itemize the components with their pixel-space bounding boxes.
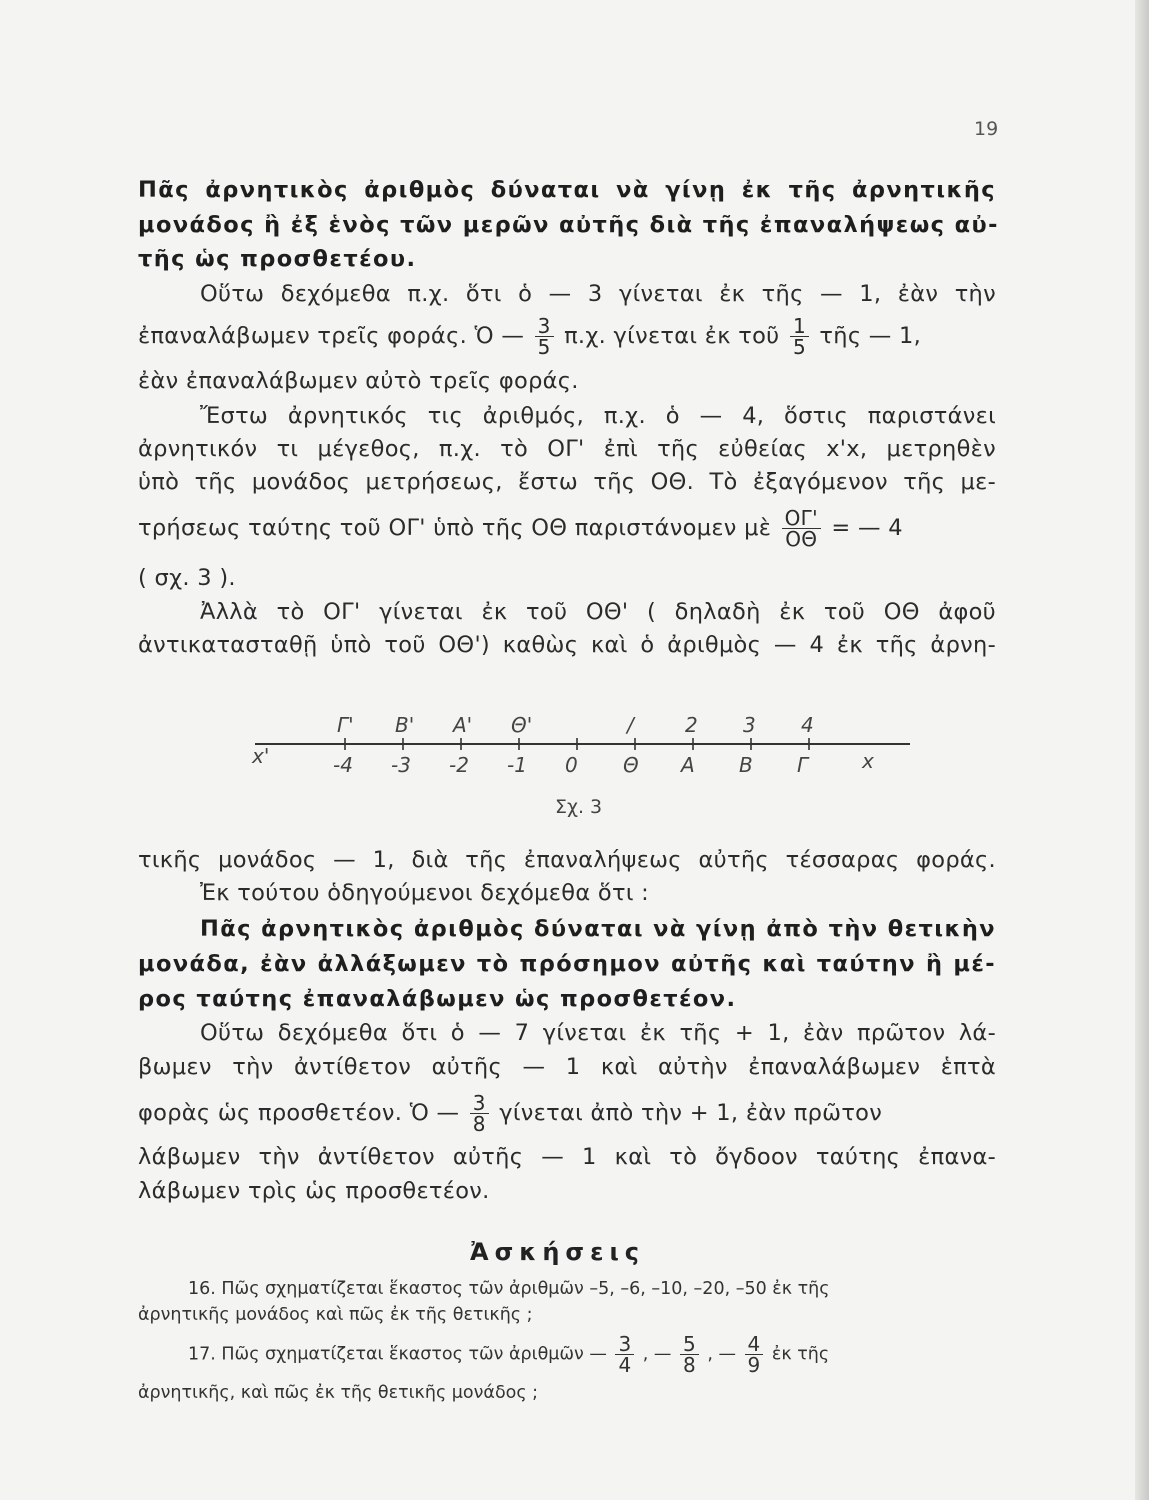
tick-top-label: 4 xyxy=(801,713,814,737)
fraction xyxy=(745,1334,764,1375)
text-run: ἐπαναλάβωμεν τρεῖς φοράς. Ὁ — xyxy=(138,323,525,349)
tick-bottom-label: Θ xyxy=(623,753,639,777)
fraction xyxy=(535,316,554,357)
theorem-line: μονάδα, ἐὰν ἀλλάξωμεν τὸ πρόσημον αὐτῆς καὶ ταύτην ἢ μέ- xyxy=(138,951,996,977)
text-run: τρήσεως ταύτης τοῦ ΟΓ' ὑπὸ τῆς ΟΘ παριστάνομεν μὲ xyxy=(138,515,772,541)
fraction-denominator: 8 xyxy=(470,1113,489,1134)
text-line xyxy=(138,1093,996,1134)
fraction-numerator: ΟΓ' xyxy=(784,506,818,530)
tick-bottom-label: Β xyxy=(739,753,753,777)
text-line: Οὕτω δεχόμεθα π.χ. ὅτι ὁ — 3 γίνεται ἐκ τῆς — 1, ἐὰν τὴν xyxy=(200,281,996,307)
text-run: = — 4 xyxy=(831,515,903,541)
tick-bottom-label: -3 xyxy=(391,753,411,777)
text-line: ἀντικατασταθῇ ὑπὸ τοῦ ΟΘ') καθὼς καὶ ὁ ἀριθμὸς — 4 ἐκ τῆς ἀρνη- xyxy=(138,632,996,658)
text-run: , — xyxy=(642,1344,672,1365)
text-line: ( σχ. 3 ). xyxy=(138,565,236,591)
text-line: ἐὰν ἐπαναλάβωμεν αὐτὸ τρεῖς φοράς. xyxy=(138,368,579,394)
number-line-figure xyxy=(250,708,930,788)
tick-bottom-label: -4 xyxy=(333,753,353,777)
fraction-numerator: 5 xyxy=(683,1332,696,1356)
fraction xyxy=(790,316,809,357)
tick-bottom-label: 0 xyxy=(565,753,578,777)
tick-top-label: / xyxy=(627,713,634,737)
tick-top-label: Θ' xyxy=(511,713,533,737)
exercise-16-line: 16. Πῶς σχηματίζεται ἕκαστος τῶν ἀριθμῶν –5, –6, –10, –20, –50 ἐκ τῆς xyxy=(188,1279,830,1299)
tick-top-label: Α' xyxy=(453,713,473,737)
fraction-denominator: 9 xyxy=(745,1354,764,1375)
tick-bottom-label: Γ xyxy=(797,753,809,777)
text-run: 17. Πῶς σχηματίζεται ἕκαστος τῶν ἀριθμῶν — xyxy=(188,1344,607,1365)
text-line: Ἔστω ἀρνητικός τις ἀριθμός, π.χ. ὁ — 4, ὅστις παριστάνει xyxy=(200,403,996,429)
text-line: λάβωμεν τὴν ἀντίθετον αὐτῆς — 1 καὶ τὸ ὄγδοον ταύτης ἐπανα- xyxy=(138,1144,996,1170)
text-run: π.χ. γίνεται ἐκ τοῦ xyxy=(564,323,780,349)
text-line: Ἀλλὰ τὸ ΟΓ' γίνεται ἐκ τοῦ ΟΘ' ( δηλαδὴ ἐκ τοῦ ΟΘ ἀφοῦ xyxy=(200,599,996,625)
page-edge xyxy=(1135,0,1149,1500)
fraction-numerator: 4 xyxy=(747,1332,761,1356)
fraction-numerator: 3 xyxy=(537,314,551,338)
text-line xyxy=(138,508,996,549)
exercises-heading: Ἀσκήσεις xyxy=(470,1238,646,1266)
text-line: Οὕτω δεχόμεθα ὅτι ὁ — 7 γίνεται ἐκ τῆς + 1, ἐὰν πρῶτον λά- xyxy=(200,1020,996,1046)
text-run: γίνεται ἀπὸ τὴν + 1, ἐὰν πρῶτον xyxy=(499,1100,883,1126)
figure-caption: Σχ. 3 xyxy=(555,796,603,818)
text-line: βωμεν τὴν ἀντίθετον αὐτῆς — 1 καὶ αὐτὴν ἐπαναλάβωμεν ἑπτὰ xyxy=(138,1054,996,1080)
text-run: τῆς — 1, xyxy=(819,323,922,349)
fraction-denominator: 4 xyxy=(615,1354,634,1375)
fraction-numerator: 3 xyxy=(472,1091,486,1115)
tick-top-label: 3 xyxy=(743,713,756,737)
fraction-denominator: 5 xyxy=(790,336,809,357)
text-line xyxy=(138,316,996,357)
text-run: , — xyxy=(707,1344,736,1365)
fraction-denominator: 5 xyxy=(535,336,554,357)
tick-top-label: Γ' xyxy=(337,713,354,737)
fraction xyxy=(680,1334,699,1375)
fraction-denominator: 8 xyxy=(680,1354,699,1375)
text-line: λάβωμεν τρὶς ὡς προσθετέον. xyxy=(138,1178,490,1204)
theorem-line: μονάδος ἢ ἐξ ἑνὸς τῶν μερῶν αὐτῆς διὰ τῆς ἐπαναλήψεως αὐ- xyxy=(138,212,999,238)
text-run: ἐκ τῆς xyxy=(771,1344,830,1365)
axis-label-left: x' xyxy=(252,744,270,768)
tick-bottom-label: Α xyxy=(681,753,695,777)
exercise-17-line: ἀρνητικῆς, καὶ πῶς ἐκ τῆς θετικῆς μονάδος ; xyxy=(138,1383,539,1403)
fraction-denominator: ΟΘ xyxy=(782,528,821,549)
exercise-17-line xyxy=(188,1334,1046,1375)
text-line: τικῆς μονάδος — 1, διὰ τῆς ἐπαναλήψεως αὐτῆς τέσσαρας φοράς. xyxy=(138,847,996,873)
fraction-numerator: 1 xyxy=(792,314,806,338)
fraction xyxy=(470,1093,489,1134)
page-number: 19 xyxy=(974,118,999,140)
tick-top-label: Β' xyxy=(395,713,415,737)
tick-bottom-label: -1 xyxy=(507,753,527,777)
theorem-line: Πᾶς ἀρνητικὸς ἀριθμὸς δύναται νὰ γίνῃ ἀπὸ τὴν θετικὴν xyxy=(200,916,996,942)
fraction xyxy=(615,1334,634,1375)
exercise-16-line: ἀρνητικῆς μονάδος καὶ πῶς ἐκ τῆς θετικῆς ; xyxy=(138,1305,533,1325)
fraction xyxy=(782,508,821,549)
text-run: φορὰς ὡς προσθετέον. Ὁ — xyxy=(138,1100,460,1126)
theorem-line: τῆς ὡς προσθετέου. xyxy=(138,246,417,272)
text-line: ἀρνητικόν τι μέγεθος, π.χ. τὸ ΟΓ' ἐπὶ τῆς εὐθείας x'x, μετρηθὲν xyxy=(138,436,996,462)
text-line: ὑπὸ τῆς μονάδος μετρήσεως, ἔστω τῆς ΟΘ. Τὸ ἐξαγόμενον τῆς με- xyxy=(138,469,996,495)
tick-bottom-label: -2 xyxy=(449,753,469,777)
text-line: Ἐκ τούτου ὁδηγούμενοι δεχόμεθα ὅτι : xyxy=(200,880,650,906)
tick-top-label: 2 xyxy=(685,713,698,737)
theorem-line: ρος ταύτης ἐπαναλάβωμεν ὡς προσθετέον. xyxy=(138,986,737,1012)
axis-label-right: x xyxy=(862,749,874,773)
theorem-line: Πᾶς ἀρνητικὸς ἀριθμὸς δύναται νὰ γίνῃ ἐκ τῆς ἀρνητικῆς xyxy=(138,177,996,203)
fraction-numerator: 3 xyxy=(618,1332,632,1356)
